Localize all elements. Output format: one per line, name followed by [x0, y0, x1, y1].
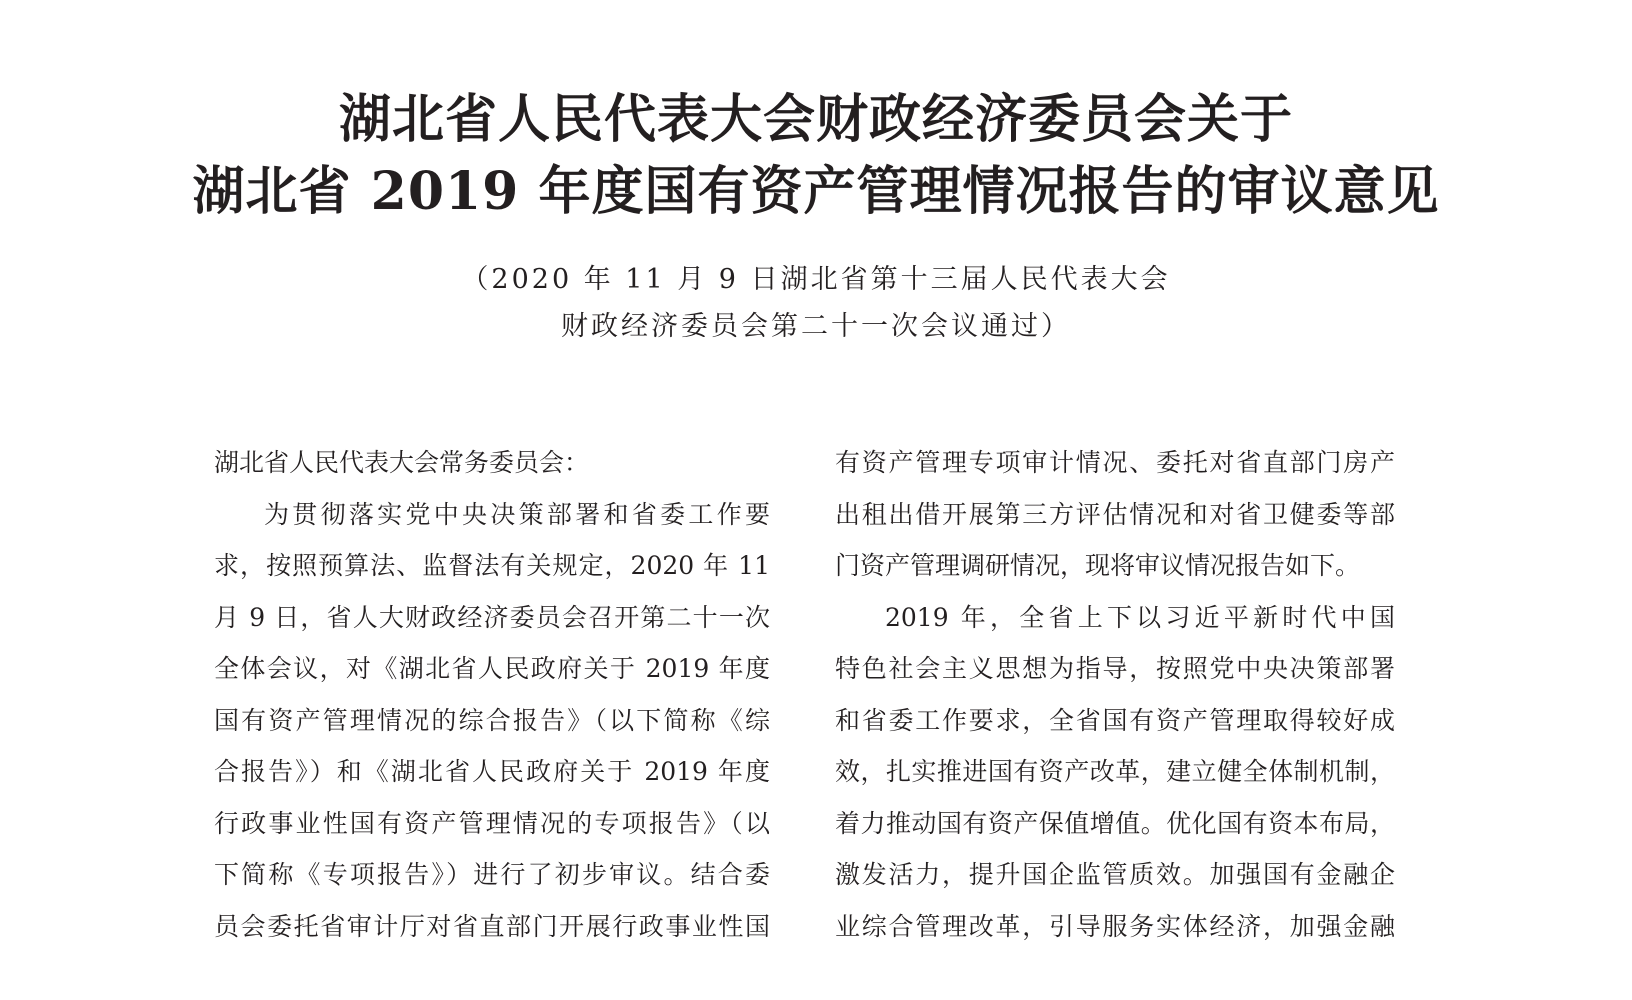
- subtitle-line-1: （2020 年 11 月 9 日湖北省第十三届人民代表大会: [461, 264, 1171, 295]
- subtitle-line-2: 财政经济委员会第二十一次会议通过）: [561, 311, 1071, 342]
- body-line: 合报告》）和《湖北省人民政府关于 2019 年度: [214, 757, 770, 786]
- body-line: 下简称《专项报告》）进行了初步审议。结合委: [214, 860, 770, 889]
- body-line: 门资产管理调研情况，现将审议情况报告如下。: [835, 551, 1361, 580]
- body-line: 求，按照预算法、监督法有关规定，2020 年 11: [214, 551, 770, 580]
- document-subtitle: [0, 256, 1632, 350]
- body-line: 员会委托省审计厅对省直部门开展行政事业性国: [214, 911, 770, 941]
- right-column: [835, 437, 1395, 952]
- title-line-1: 湖北省人民代表大会财政经济委员会关于: [338, 89, 1293, 150]
- body-line: 行政事业性国有资产管理情况的专项报告》（以: [214, 808, 770, 838]
- body-line: 有资产管理专项审计情况、委托对省直部门房产: [835, 448, 1395, 477]
- body-line: 2019 年，全省上下以习近平新时代中国: [885, 602, 1395, 632]
- body-line: 业综合管理改革，引导服务实体经济，加强金融: [835, 911, 1395, 941]
- body-line: 月 9 日，省人大财政经济委员会召开第二十一次: [214, 602, 770, 632]
- body-line: 全体会议，对《湖北省人民政府关于 2019 年度: [214, 654, 770, 683]
- body-line: 激发活力，提升国企监管质效。加强国有金融企: [835, 860, 1395, 889]
- body-line: 和省委工作要求，全省国有资产管理取得较好成: [835, 705, 1395, 735]
- body-line: 国有资产管理情况的综合报告》（以下简称《综: [214, 705, 770, 735]
- body-line: 出租出借开展第三方评估情况和对省卫健委等部: [835, 499, 1395, 529]
- body-line: 特色社会主义思想为指导，按照党中央决策部署: [835, 654, 1395, 683]
- body-line: 着力推动国有资产保值增值。优化国有资本布局，: [835, 808, 1395, 838]
- salutation: 湖北省人民代表大会常务委员会：: [214, 448, 590, 477]
- body-line: 效，扎实推进国有资产改革，建立健全体制机制，: [835, 757, 1395, 786]
- title-line-2: 湖北省 2019 年度国有资产管理情况报告的审议意见: [192, 161, 1440, 222]
- document-title: [0, 84, 1632, 228]
- left-column: [214, 437, 770, 952]
- body-line: 为贯彻落实党中央决策部署和省委工作要: [264, 499, 770, 529]
